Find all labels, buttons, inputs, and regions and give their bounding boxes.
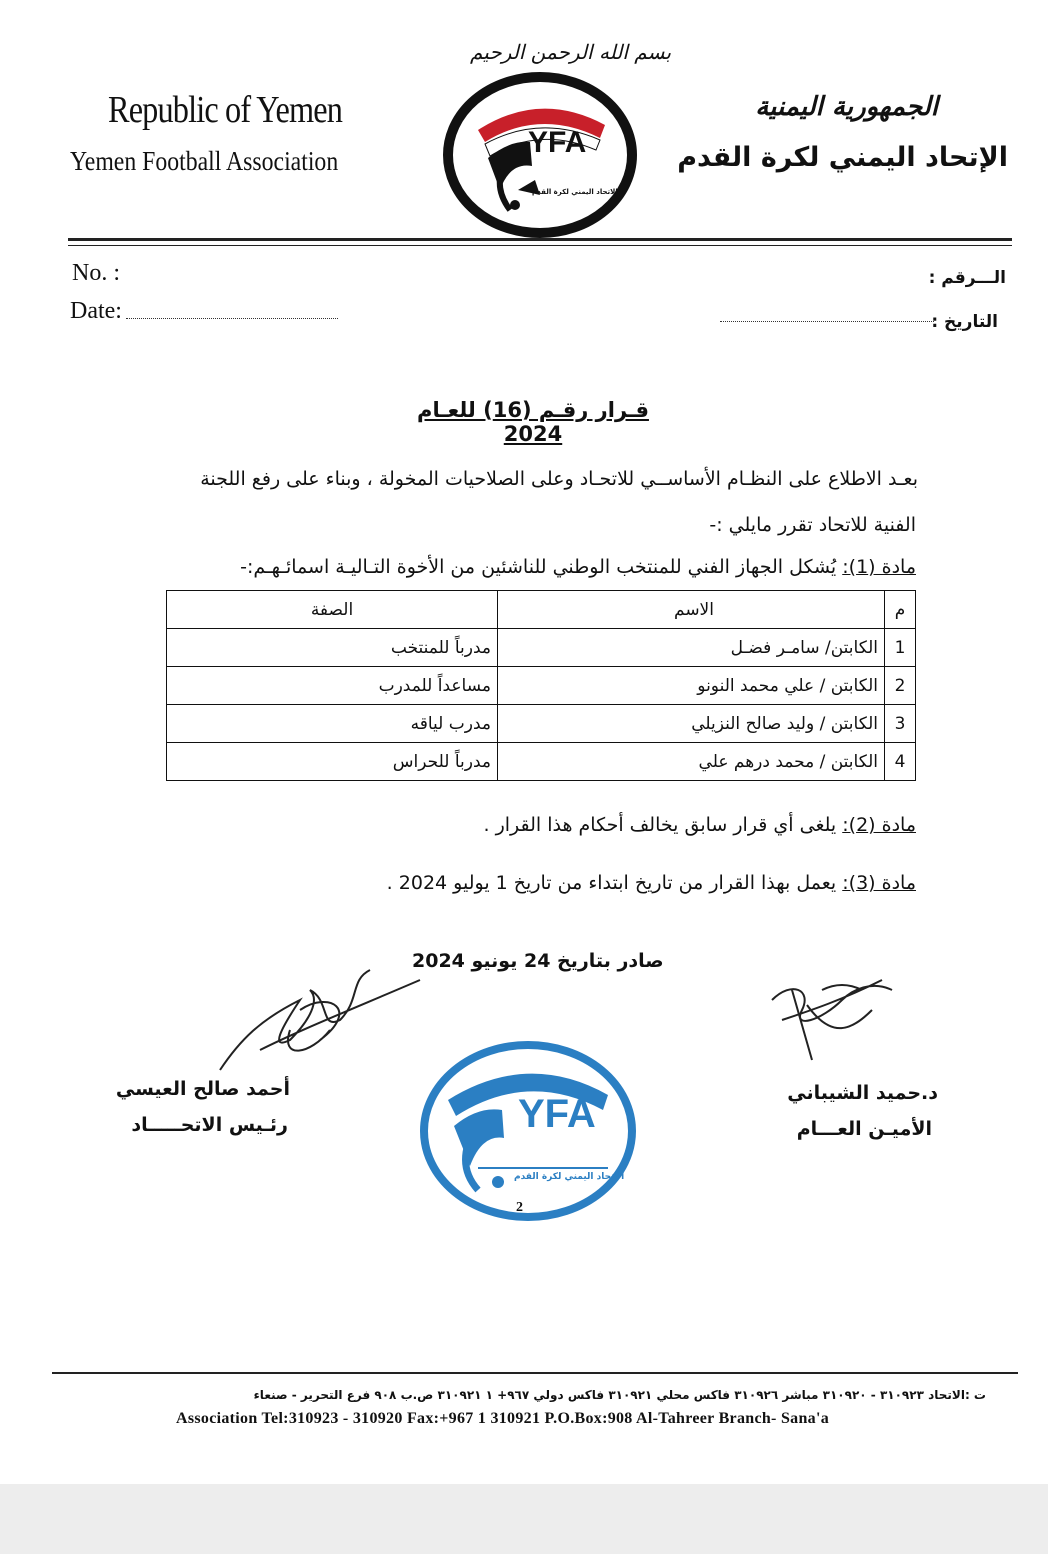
row-role: مدرب لياقه — [167, 705, 498, 743]
right-signature — [752, 960, 912, 1070]
header-name: الاسم — [498, 591, 885, 629]
preamble-line-2: الفنية للاتحاد تقرر مايلي :- — [709, 514, 916, 536]
stamp-text: YFA — [518, 1092, 596, 1136]
article-2 — [483, 814, 916, 836]
logo-subtext: الاتحاد اليمني لكرة القدم — [532, 188, 618, 196]
left-signatory-name: أحمد صالح العيسي — [115, 1078, 290, 1100]
row-name: الكابتن/ سامـر فضـل — [498, 629, 885, 667]
ar-association-title: الإتحاد اليمني لكرة القدم — [677, 142, 1008, 173]
ar-date-label: التاريخ : — [931, 312, 998, 332]
footer-english: Association Tel:310923 - 310920 Fax:+967 1 310921 P.O.Box:908 Al-Tahreer Branch- Sana'a — [176, 1410, 830, 1427]
article-3-label: مادة (3): — [842, 872, 916, 894]
row-role: مدرباً للمنتخب — [167, 629, 498, 667]
header-role: الصفة — [167, 591, 498, 629]
left-signatory-title: رئـيس الاتحـــــاد — [131, 1114, 288, 1136]
staff-table — [166, 590, 916, 781]
right-signatory-name: د.حميد الشيباني — [787, 1082, 938, 1104]
row-role: مساعداً للمدرب — [167, 667, 498, 705]
article-3 — [387, 872, 916, 894]
table-row — [167, 705, 916, 743]
official-stamp — [418, 1040, 638, 1222]
date-label: Date: — [70, 298, 122, 324]
article-2-text: يلغى أي قرار سابق يخالف أحكام هذا القرار . — [483, 814, 843, 836]
table-header-row — [167, 591, 916, 629]
article-1-label: مادة (1): — [842, 556, 916, 578]
en-country-title: Republic of Yemen — [108, 89, 343, 131]
row-name: الكابتن / علي محمد النونو — [498, 667, 885, 705]
preamble-line-1: بعـد الاطلاع على النظـام الأساســي للاتحـاد وعلى الصلاحيات المخولة ، وبناء على رفع اللجنة — [200, 468, 918, 490]
row-num: 4 — [885, 743, 916, 781]
row-role: مدرباً للحراس — [167, 743, 498, 781]
issued-date: صادر بتاريخ 24 يونيو 2024 — [412, 950, 664, 972]
row-name: الكابتن / محمد درهم علي — [498, 743, 885, 781]
article-1 — [240, 556, 916, 578]
article-1-text: يُشكل الجهاز الفني للمنتخب الوطني للناشئين من الأخوة التـاليـة اسمائـهـم:- — [240, 556, 843, 578]
header-num: م — [885, 591, 916, 629]
footer-arabic: ت :الاتحاد ٣١٠٩٢٣ - ٣١٠٩٢٠ مباشر ٣١٠٩٢٦ فاكس محلي ٣١٠٩٢١ فاكس دولي ٩٦٧+ ١ ٣١٠٩٢١ ص.ب ٩٠٨ فرع التحرير - صنعاء — [253, 1388, 986, 1402]
no-label: No. : — [72, 260, 120, 286]
ar-country-title: الجمهورية اليمنية — [755, 92, 938, 122]
logo-text: YFA — [528, 126, 587, 159]
article-2-label: مادة (2): — [842, 814, 916, 836]
stamp-number: 2 — [516, 1200, 523, 1215]
header-rule-top — [68, 238, 1012, 241]
article-3-text: يعمل بهذا القرار من تاريخ ابتداء من تاريخ 1 يوليو 2024 . — [386, 872, 843, 894]
decision-title: قـرار رقـم (16) للعـام 2024 — [417, 398, 649, 446]
yfa-logo — [440, 70, 640, 240]
row-num: 2 — [885, 667, 916, 705]
en-association-title: Yemen Football Association — [70, 146, 339, 176]
table-row — [167, 629, 916, 667]
row-num: 3 — [885, 705, 916, 743]
table-row — [167, 743, 916, 781]
basmala: بسم الله الرحمن الرحيم — [470, 40, 672, 64]
row-name: الكابتن / وليد صالح النزيلي — [498, 705, 885, 743]
right-signatory-title: الأميـن العـــام — [796, 1118, 932, 1140]
table-row — [167, 667, 916, 705]
footer-rule — [52, 1372, 1018, 1374]
ar-no-label: الـــرقم : — [928, 268, 1006, 288]
header-rule-bottom — [68, 245, 1012, 246]
date-line-ar — [720, 321, 934, 322]
bottom-band — [0, 1484, 1048, 1554]
left-signature — [200, 960, 440, 1080]
date-line-en — [126, 318, 338, 319]
stamp-subtext: الاتحاد اليمني لكرة القدم — [514, 1172, 625, 1182]
row-num: 1 — [885, 629, 916, 667]
